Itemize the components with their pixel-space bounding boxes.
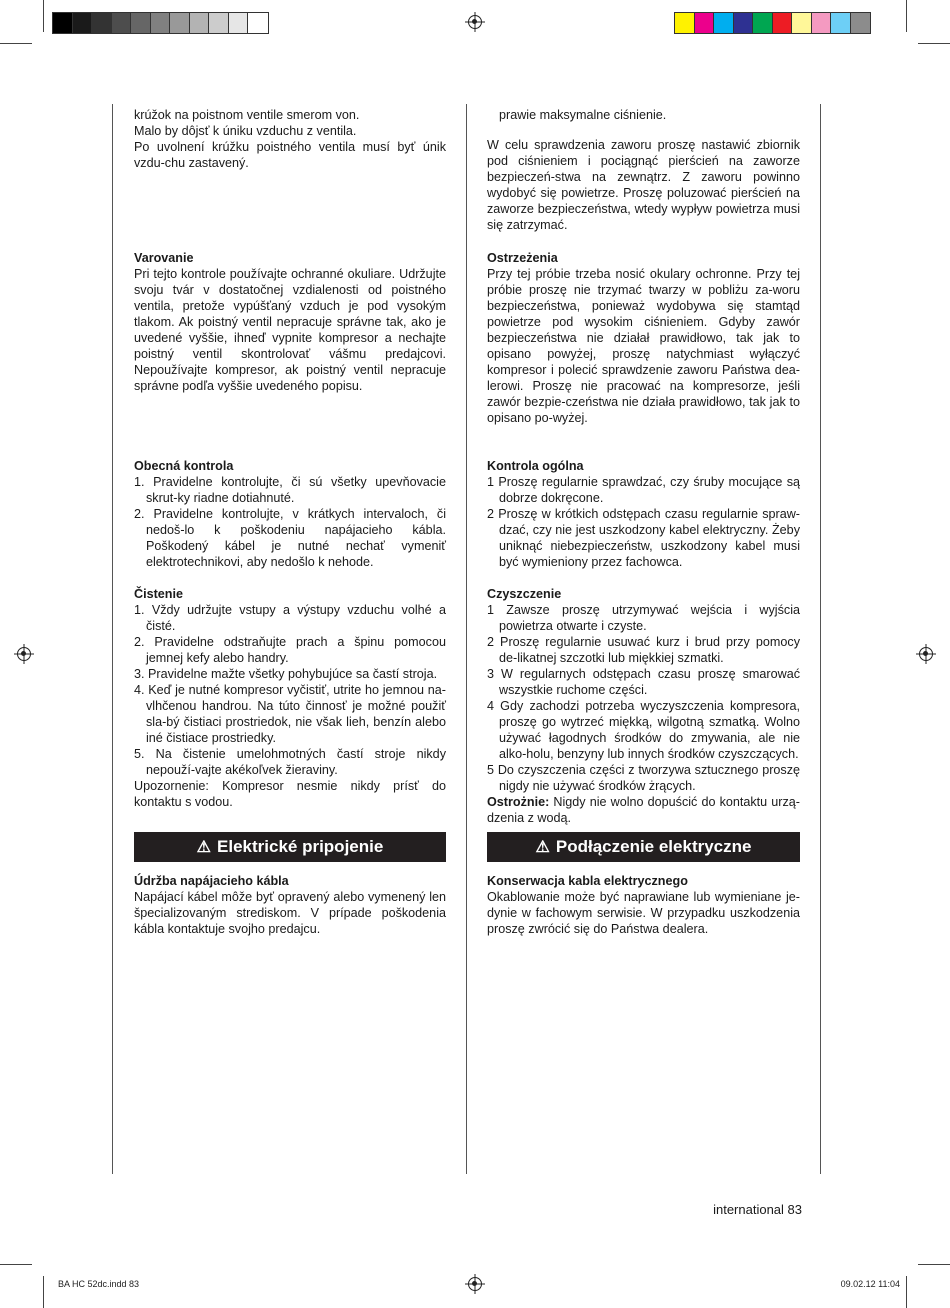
right-cleaning-section [487, 586, 800, 826]
color-swatch [170, 13, 190, 33]
registration-mark-icon [468, 15, 482, 29]
caution-label: Ostrożnie: [487, 795, 550, 809]
color-swatch [714, 13, 734, 33]
cable-text: Okablowanie może być naprawiane lub wymieniane je-dynie w fachowym serwisie. W przypadku uszkodzenia proszę zwrócić się do Państwa dealera. [487, 890, 800, 936]
intro-line: Malo by dôjsť k úniku vzduchu z ventila. [134, 124, 357, 138]
intro-line: krúžok na poistnom ventile smerom von. [134, 108, 360, 122]
section-banner [487, 832, 800, 862]
crop-mark [0, 1264, 32, 1265]
cable-heading: Konserwacja kabla elektrycznego [487, 874, 688, 888]
registration-mark-icon [919, 647, 933, 661]
column-rule [112, 104, 113, 1174]
right-general-section [487, 458, 800, 570]
color-swatch [851, 13, 871, 33]
general-heading: Kontrola ogólna [487, 459, 584, 473]
color-swatch [753, 13, 773, 33]
color-swatch [190, 13, 210, 33]
list-item: 5 Do czyszczenia części z tworzywa sztucznego proszę nigdy nie używać środków żrących. [487, 763, 800, 793]
color-swatch [92, 13, 112, 33]
slug-filename: BA HC 52dc.indd 83 [58, 1279, 140, 1289]
color-swatch [229, 13, 249, 33]
list-item: 2. Pravidelne odstraňujte prach a špinu pomocou jemnej kefy alebo handry. [134, 635, 446, 665]
right-intro-section [487, 107, 800, 233]
grayscale-calibration-bar [52, 12, 269, 34]
color-swatch [131, 13, 151, 33]
warning-heading: Ostrzeżenia [487, 251, 558, 265]
color-swatch [151, 13, 171, 33]
right-warning-section [487, 250, 800, 426]
list-item: 2. Pravidelne kontrolujte, v krátkych intervaloch, či nedoš-lo k poškodeniu napájacieho kábla. Poškodený kábel je nutné nechať vymeniť elektrotechnikovi, aby nedošlo k nehode. [134, 507, 446, 569]
banner-title: Podłączenie elektryczne [555, 837, 752, 856]
left-column [134, 107, 446, 171]
general-heading: Obecná kontrola [134, 459, 234, 473]
color-swatch [209, 13, 229, 33]
warning-text: Pri tejto kontrole používajte ochranné okuliare. Udržujte svoju tvár v dostatočnej vzdialenosti od poistného ventila, pretože vypúšťaný vzduch je pod vysokým tlakom. Ak poistný ventil nepracuje správne tak, ako je uvedené vyššie, ihneď vypnite kompresor a nechajte poistný ventil skontrolovať vášmu predajcovi. Nepoužívajte kompresor, ak poistný ventil nepracuje správne podľa vyššie uvedeného popisu. [134, 267, 446, 393]
slug-date: 09.02.12 11:04 [840, 1279, 900, 1289]
crop-mark [0, 43, 32, 44]
list-item: 5. Na čistenie umelohmotných častí stroje nikdy nepouží-vajte akékoľvek žieraviny. [134, 747, 446, 777]
cable-heading: Údržba napájacieho kábla [134, 874, 289, 888]
crop-mark [918, 43, 950, 44]
crop-mark [43, 1276, 44, 1308]
color-swatch [675, 13, 695, 33]
list-item: 4. Keď je nutné kompresor vyčistiť, utrite ho jemnou na-vlhčenou handrou. Na túto činnosť je možné použiť sla-bý čistiaci prostriedok, nie však lieh, benzín alebo iné čistiace prostriedky. [134, 683, 446, 745]
caution-note [487, 794, 800, 826]
color-swatch [812, 13, 832, 33]
intro-paragraph: W celu sprawdzenia zaworu proszę nastawić zbiornik pod ciśnieniem i pociągnąć pierścień na zaworze bezpieczeń-stwa na zewnątrz. Z zaworu powinno wydobyć się powietrze. Proszę poluzować pierścień na zaworze bezpieczeństwa, wtedy wypływ powietrza musi się zatrzymać. [487, 138, 800, 232]
right-cable-section [487, 873, 800, 937]
color-swatch [792, 13, 812, 33]
crop-mark [918, 1264, 950, 1265]
cable-text: Napájací kábel môže byť opravený alebo vymenený len špecializovaným strediskom. V prípade poškodenia kábla kontaktuje svojho predajcu. [134, 890, 446, 936]
column-rule [820, 104, 821, 1174]
registration-mark-icon [17, 647, 31, 661]
left-cleaning-section [134, 586, 446, 810]
list-item: 1 Zawsze proszę utrzymywać wejścia i wyjścia powietrza otwarte i czyste. [487, 603, 800, 633]
warning-text: Przy tej próbie trzeba nosić okulary ochronne. Przy tej próbie proszę nie trzymać twarzy w pobliżu za-woru bezpieczeństwa, ponieważ wydobywa się stamtąd powietrze pod wysokim ciśnieniem. Gdyby zawór bezpieczeństwa nie działał prawidłowo, tak jak to opisano powyżej, proszę natychmiast wyłączyć kompresor i polecić sprawdzenie zaworu Państwa dea-lerowi. Proszę nie pracować na kompresorze, jeśli zawór bezpie-czeństwa nie działa prawidłowo, tak jak to opisano po-wyżej. [487, 267, 800, 425]
crop-mark [906, 0, 907, 32]
column-rule [466, 104, 467, 1174]
list-item: 2 Proszę regularnie usuwać kurz i brud przy pomocy de-likatnej szczotki lub miękkiej szmatki. [487, 635, 800, 665]
intro-text [134, 107, 446, 171]
list-item: 1 Proszę regularnie sprawdzać, czy śruby mocujące są dobrze dokręcone. [487, 475, 800, 505]
cleaning-heading: Čistenie [134, 587, 183, 601]
section-banner [134, 832, 446, 862]
banner-title: Elektrické pripojenie [217, 837, 384, 856]
registration-mark-icon [468, 1277, 482, 1291]
crop-mark [43, 0, 44, 32]
crop-mark [906, 1276, 907, 1308]
color-calibration-bar [674, 12, 871, 34]
list-item: 1. Vždy udržujte vstupy a výstupy vzduchu volhé a čisté. [134, 603, 446, 633]
color-swatch [773, 13, 793, 33]
cleaning-note: Upozornenie: Kompresor nesmie nikdy prísť do kontaktu s vodou. [134, 779, 446, 809]
warning-heading: Varovanie [134, 251, 194, 265]
color-swatch [112, 13, 132, 33]
left-cable-section [134, 873, 446, 937]
list-item: 4 Gdy zachodzi potrzeba wyczyszczenia kompresora, proszę go wytrzeć miękką, wilgotną szmatką. Wolno używać łagodnych środków do zmywania, ale nie alko-holu, benzyny lub innych środków czyszczących. [487, 699, 800, 761]
list-item: 2 Proszę w krótkich odstępach czasu regularnie spraw-dzać, czy nie jest uszkodzony kabel elektryczny. Żeby uniknąć niebezpieczeństw, uszkodzony kabel musi być wymieniony przez fachowca. [487, 507, 800, 569]
list-item: 3. Pravidelne mažte všetky pohybujúce sa častí stroja. [134, 667, 438, 681]
list-item: 3 W regularnych odstępach czasu proszę smarować wszystkie ruchome części. [487, 667, 800, 697]
warning-triangle-icon: ⚠ [535, 839, 550, 856]
intro-line: prawie maksymalne ciśnienie. [499, 108, 667, 122]
left-warning-section [134, 250, 446, 394]
page-number: international 83 [713, 1202, 802, 1217]
cleaning-heading: Czyszczenie [487, 587, 562, 601]
left-general-section [134, 458, 446, 570]
color-swatch [831, 13, 851, 33]
intro-line: Po uvolnení krúžku poistného ventila musí byť únik vzdu-chu zastavený. [134, 140, 446, 170]
color-swatch [73, 13, 93, 33]
color-swatch [53, 13, 73, 33]
caution-text: Nigdy nie wolno dopuścić do kontaktu urzą-dzenia z wodą. [487, 795, 800, 825]
list-item: 1. Pravidelne kontrolujte, či sú všetky upevňovacie skrut-ky riadne dotiahnuté. [134, 475, 446, 505]
color-swatch [734, 13, 754, 33]
color-swatch [248, 13, 268, 33]
warning-triangle-icon: ⚠ [196, 839, 212, 856]
color-swatch [695, 13, 715, 33]
